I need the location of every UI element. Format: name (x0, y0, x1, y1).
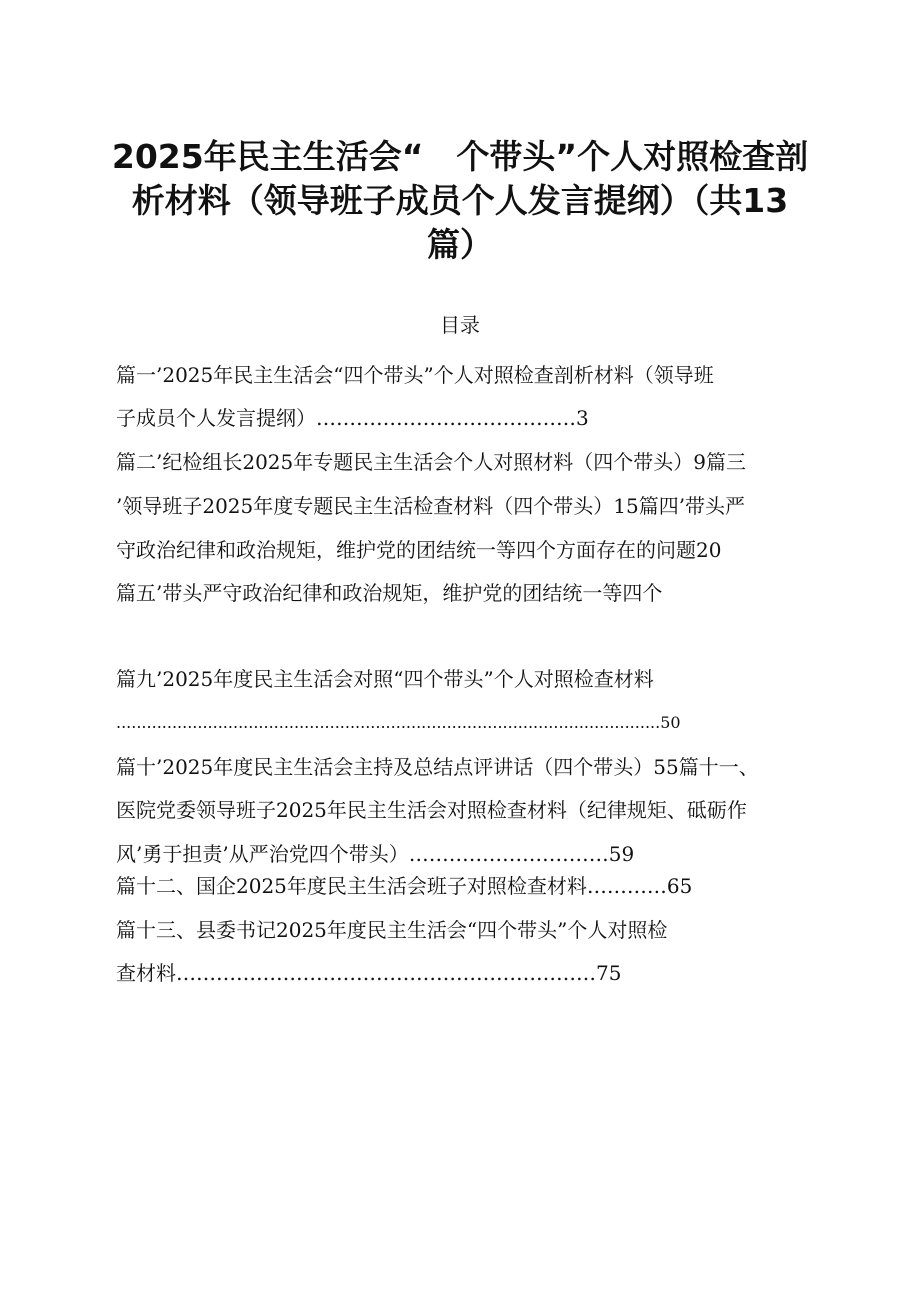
toc-line: 篇十三、县委书记2025年度民主生活会“四个带头”个人对照检 (116, 918, 668, 942)
toc-line: 查材料………………………………………………………75 (116, 961, 622, 985)
document-title-line-3: 篇） (427, 225, 493, 264)
toc-line: 篇二’纪检组长2025年专题民主生活会个人对照材料（四个带头）9篇三 (116, 450, 746, 474)
toc-line: 篇十二、国企2025年度民主生活会班子对照检查材料…………65 (116, 874, 693, 898)
toc-line: 篇十’2025年度民主生活会主持及总结点评讲话（四个带头）55篇十一、 (116, 755, 759, 779)
toc-line: ’领导班子2025年度专题民主生活检查材料（四个带头）15篇四’带头严 (116, 494, 746, 518)
toc-heading: 目录 (440, 313, 480, 337)
document-title-line-1: 2025年民主生活会“ 个带头”个人对照检查剖 (111, 137, 809, 176)
document-title-line-2: 析材料（领导班子成员个人发言提纲）（共13 (131, 181, 789, 220)
toc-line: 子成员个人发言提纲）…………………………………3 (116, 406, 589, 430)
toc-line: 篇五’带头严守政治纪律和政治规矩，维护党的团结统一等四个 (116, 581, 663, 605)
toc-line: 篇一’2025年民主生活会“四个带头”个人对照检查剖析材料（领导班 (116, 363, 714, 387)
toc-line: 篇九’2025年度民主生活会对照“四个带头”个人对照检查材料 (116, 667, 654, 691)
toc-leader-line: ...........................................................................................................50 (116, 713, 681, 732)
toc-line: 风’勇于担责’从严治党四个带头）…………………………59 (116, 842, 635, 866)
toc-line: 守政治纪律和政治规矩，维护党的团结统一等四个方面存在的问题20 (116, 538, 722, 562)
toc-line: 医院党委领导班子2025年民主生活会对照检查材料（纪律规矩、砥砺作 (116, 798, 747, 822)
